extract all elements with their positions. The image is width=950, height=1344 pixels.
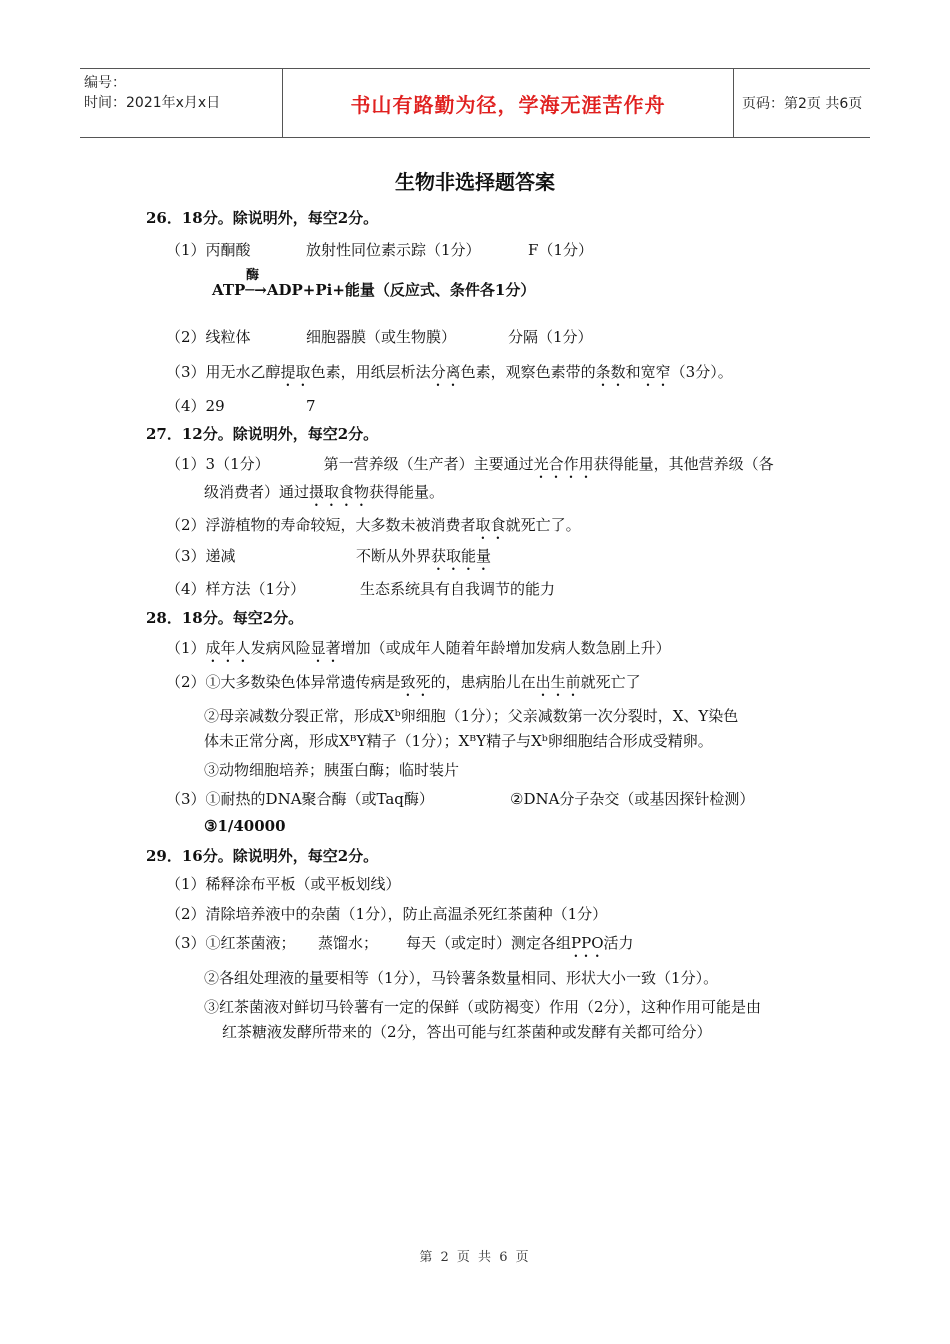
q28-2-d: 出生前 <box>535 673 581 691</box>
q28-heading: 28．18分。每空2分。 <box>146 609 304 627</box>
q28-3-a: （3）①耐热的DNA聚合酶（或Taq酶） <box>166 790 434 808</box>
header-info <box>84 73 280 113</box>
atp-equation: ATP─→ADP+Pi+能量（反应式、条件各1分） <box>212 281 536 299</box>
q27-1-b: 第一营养级（生产者）主要通过 <box>323 455 534 473</box>
q27-1-g: 获得能量。 <box>369 483 445 501</box>
q29-3-e: 活力 <box>603 934 634 952</box>
q29-3-3: ③红茶菌液对鲜切马铃薯有一定的保鲜（或防褐变）作用（2分），这种作用可能是由 <box>204 998 762 1016</box>
q28-1-line <box>166 638 671 666</box>
q27-1-line <box>166 454 774 482</box>
q26-3-f: 条数 <box>595 363 626 381</box>
q29-1: （1）稀释涂布平板（或平板划线） <box>166 875 401 893</box>
q28-1-a: （1） <box>166 639 206 657</box>
q26-1-b: 放射性同位素示踪（1分） <box>306 241 481 259</box>
q26-3-e: 色素，观察色素带的 <box>460 363 596 381</box>
q28-2-mother: ②母亲减数分裂正常，形成Xᵇ卵细胞（1分）；父亲减数第一次分裂时，X、Y染色 <box>204 707 739 725</box>
q28-2-a: （2）①大多数染色体异常遗传病是 <box>166 673 401 691</box>
q28-2-b: 致死 <box>400 673 431 691</box>
q27-2-c: 就死亡了。 <box>505 516 581 534</box>
q28-3-c: ③1/40000 <box>204 817 286 835</box>
q26-3-line <box>166 362 733 390</box>
q26-2-c: 分隔（1分） <box>508 328 593 346</box>
number-label: 编号： <box>84 75 126 91</box>
q26-4-a: （4）29 <box>166 397 225 415</box>
q29-3-line <box>406 933 634 961</box>
q26-3-g: 和 <box>625 363 641 381</box>
q27-1-e: 级消费者）通过 <box>204 483 310 501</box>
q26-3-h: 宽窄 <box>640 363 671 381</box>
q26-3-i: （3分）。 <box>670 363 733 381</box>
q27-1-f: 摄取食物 <box>309 483 370 501</box>
q26-4-b: 7 <box>306 397 316 415</box>
time-label: 时间：2021年x月x日 <box>84 95 221 111</box>
header-motto: 书山有路勤为径，学海无涯苦作舟 <box>282 69 734 137</box>
q26-heading: 26．18分。除说明外，每空2分。 <box>146 209 379 227</box>
q27-1-a: （1）3（1分） <box>166 455 270 473</box>
q27-3-line <box>356 546 491 574</box>
q26-1-c: F（1分） <box>528 241 593 259</box>
q29-2: （2）清除培养液中的杂菌（1分），防止高温杀死红茶菌种（1分） <box>166 905 608 923</box>
q28-1-e: 增加（或成年人随着年龄增加发病人数急剧上升） <box>340 639 671 657</box>
q28-1-d: 显著 <box>310 639 341 657</box>
q27-2-line <box>166 515 581 543</box>
q28-3-b: ②DNA分子杂交（或基因探针检测） <box>510 790 755 808</box>
q27-2-a: （2）浮游植物的寿命较短，大多数未被消费者 <box>166 516 476 534</box>
q27-2-b: 取食 <box>475 516 506 534</box>
q26-2-b: 细胞器膜（或生物膜） <box>306 328 457 346</box>
q26-3-b: 提取 <box>280 363 311 381</box>
q26-2-a: （2）线粒体 <box>166 328 251 346</box>
q29-3-b: 蒸馏水； <box>318 934 379 952</box>
q28-2-line <box>166 672 641 700</box>
q28-1-b: 成年人 <box>205 639 251 657</box>
q26-3-c: 色素，用纸层析法 <box>310 363 431 381</box>
q27-4-a: （4）样方法（1分） <box>166 580 306 598</box>
header-page-label: 页码：第2页 共6页 <box>742 96 863 112</box>
q27-1-c: 光合作用 <box>533 455 594 473</box>
q29-3-2: ②各组处理液的量要相等（1分），马铃薯条数量相同、形状大小一致（1分）。 <box>204 969 719 987</box>
q27-3-c: 获取能量 <box>431 547 492 565</box>
q28-2-c: 的，患病胎儿在 <box>430 673 536 691</box>
q26-3-d: 分离 <box>430 363 461 381</box>
q27-3-b: 不断从外界 <box>356 547 432 565</box>
q29-3-3-cont: 红茶糖液发酵所带来的（2分，答出可能与红茶菌种或发酵有关都可给分） <box>222 1023 712 1041</box>
enzyme-label: 酶 <box>246 268 260 283</box>
q28-2-culture: ③动物细胞培养；胰蛋白酶；临时装片 <box>204 761 460 779</box>
q28-2-father: 体未正常分离，形成XᴮY精子（1分）；XᴮY精子与Xᵇ卵细胞结合形成受精卵。 <box>204 732 713 750</box>
q26-3-a: （3）用无水乙醇 <box>166 363 281 381</box>
q29-3-a: （3）①红茶菌液； <box>166 934 296 952</box>
q26-1-a: （1）丙酮酸 <box>166 241 251 259</box>
page-header <box>80 68 870 138</box>
page-title: 生物非选择题答案 <box>395 170 555 194</box>
q28-1-c: 发病风险 <box>250 639 311 657</box>
q27-1-d: 获得能量，其他营养级（各 <box>593 455 774 473</box>
q29-heading: 29．16分。除说明外，每空2分。 <box>146 847 379 865</box>
q29-3-d: PPO <box>571 934 604 952</box>
q27-4-b: 生态系统具有自我调节的能力 <box>360 580 556 598</box>
q27-heading: 27．12分。除说明外，每空2分。 <box>146 425 379 443</box>
page-footer: 第 2 页 共 6 页 <box>419 1250 531 1265</box>
q29-3-c: 每天（或定时）测定各组 <box>406 934 572 952</box>
q28-2-e: 就死亡了 <box>580 673 641 691</box>
q27-3-a: （3）递减 <box>166 547 236 565</box>
q27-1-line2 <box>204 482 444 510</box>
